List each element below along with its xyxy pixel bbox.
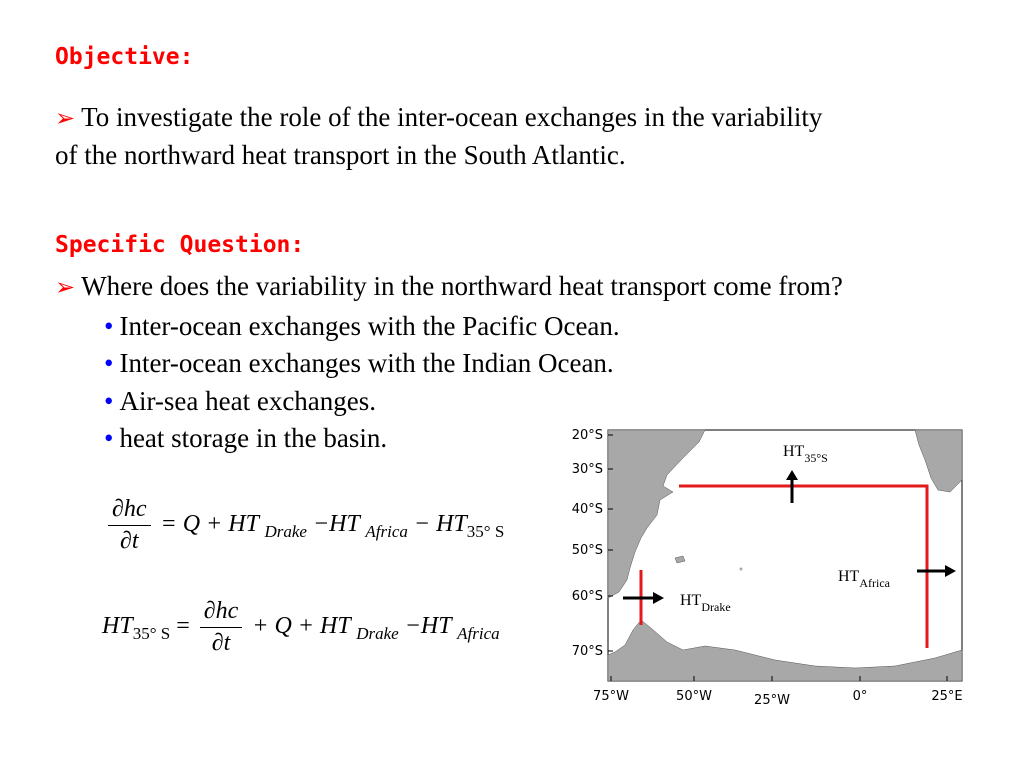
objective-heading: Objective: <box>55 44 194 70</box>
lon-label: 0° <box>852 689 868 704</box>
objective-line-2: of the northward heat transport in the South Atlantic. <box>55 140 626 170</box>
subscript-drake: Drake <box>264 522 307 542</box>
fraction-dhc-dt <box>108 496 151 555</box>
lon-label: 25°W <box>754 693 790 708</box>
fraction-numerator: ∂hc <box>108 496 151 526</box>
south-georgia-island <box>740 568 743 571</box>
south-atlantic-map <box>555 420 975 720</box>
arrow-bullet-icon: ➢ <box>55 106 76 132</box>
ht-35s-label: $HT_{35^\circ S}$ <box>783 443 828 465</box>
latitude-axis <box>572 428 613 659</box>
bullet-text: Inter-ocean exchanges with the Pacific Ocean. <box>119 310 620 341</box>
subscript-35s: 35° S <box>132 624 171 644</box>
lon-label: 25°E <box>931 689 963 704</box>
ht-africa-label: $HT_{Africa}$ <box>838 568 890 590</box>
bullet-dot-icon: • <box>104 423 114 453</box>
bullet-dot-icon: • <box>104 348 114 378</box>
equation-term: − HT <box>413 511 467 538</box>
lat-label: 30°S <box>571 462 603 477</box>
equals-sign: = <box>176 613 190 640</box>
fraction-denominator: ∂t <box>119 528 139 554</box>
bullet-item <box>55 345 843 383</box>
objective-text <box>55 99 822 173</box>
fraction-dhc-dt <box>200 598 243 657</box>
bullet-item <box>55 383 843 421</box>
ht-drake-label: $HT_{Drake}$ <box>680 592 731 614</box>
lon-label: 50°W <box>676 689 712 704</box>
lat-label: 20°S <box>571 428 603 443</box>
equation-term: HT <box>102 613 133 640</box>
equation-term: −HT <box>404 613 452 640</box>
fraction-denominator: ∂t <box>211 630 231 656</box>
arrow-bullet-icon: ➢ <box>55 275 76 301</box>
objective-line-1-text: To investigate the role of the inter-ocean exchanges in the variability <box>81 102 823 132</box>
bullet-text: heat storage in the basin. <box>119 423 388 453</box>
question-main <box>55 268 843 308</box>
bullet-text: Air-sea heat exchanges. <box>119 385 377 416</box>
equation-heat-budget <box>104 496 504 555</box>
subscript-35s: 35° S <box>466 522 505 542</box>
question-heading: Specific Question: <box>55 232 305 258</box>
lat-label: 60°S <box>571 589 603 604</box>
subscript-africa: Africa <box>365 522 408 542</box>
bullet-dot-icon: • <box>104 385 114 416</box>
equation-ht35s <box>102 598 500 657</box>
bullet-text: Inter-ocean exchanges with the Indian Ocean. <box>119 348 614 378</box>
lat-label: 50°S <box>571 543 603 558</box>
equation-term: −HT <box>312 511 360 538</box>
lat-label: 70°S <box>571 644 603 659</box>
subscript-drake: Drake <box>356 624 399 644</box>
bullet-item <box>55 308 843 346</box>
lon-label: 75°W <box>593 689 629 704</box>
lat-label: 40°S <box>571 502 603 517</box>
subscript-africa: Africa <box>457 624 500 644</box>
objective-line-1 <box>55 99 822 137</box>
fraction-numerator: ∂hc <box>200 598 243 628</box>
equation-term: = Q + HT <box>160 511 259 538</box>
bullet-dot-icon: • <box>104 310 114 341</box>
question-main-text: Where does the variability in the northward heat transport come from? <box>81 271 843 301</box>
equation-term: + Q + HT <box>252 613 351 640</box>
